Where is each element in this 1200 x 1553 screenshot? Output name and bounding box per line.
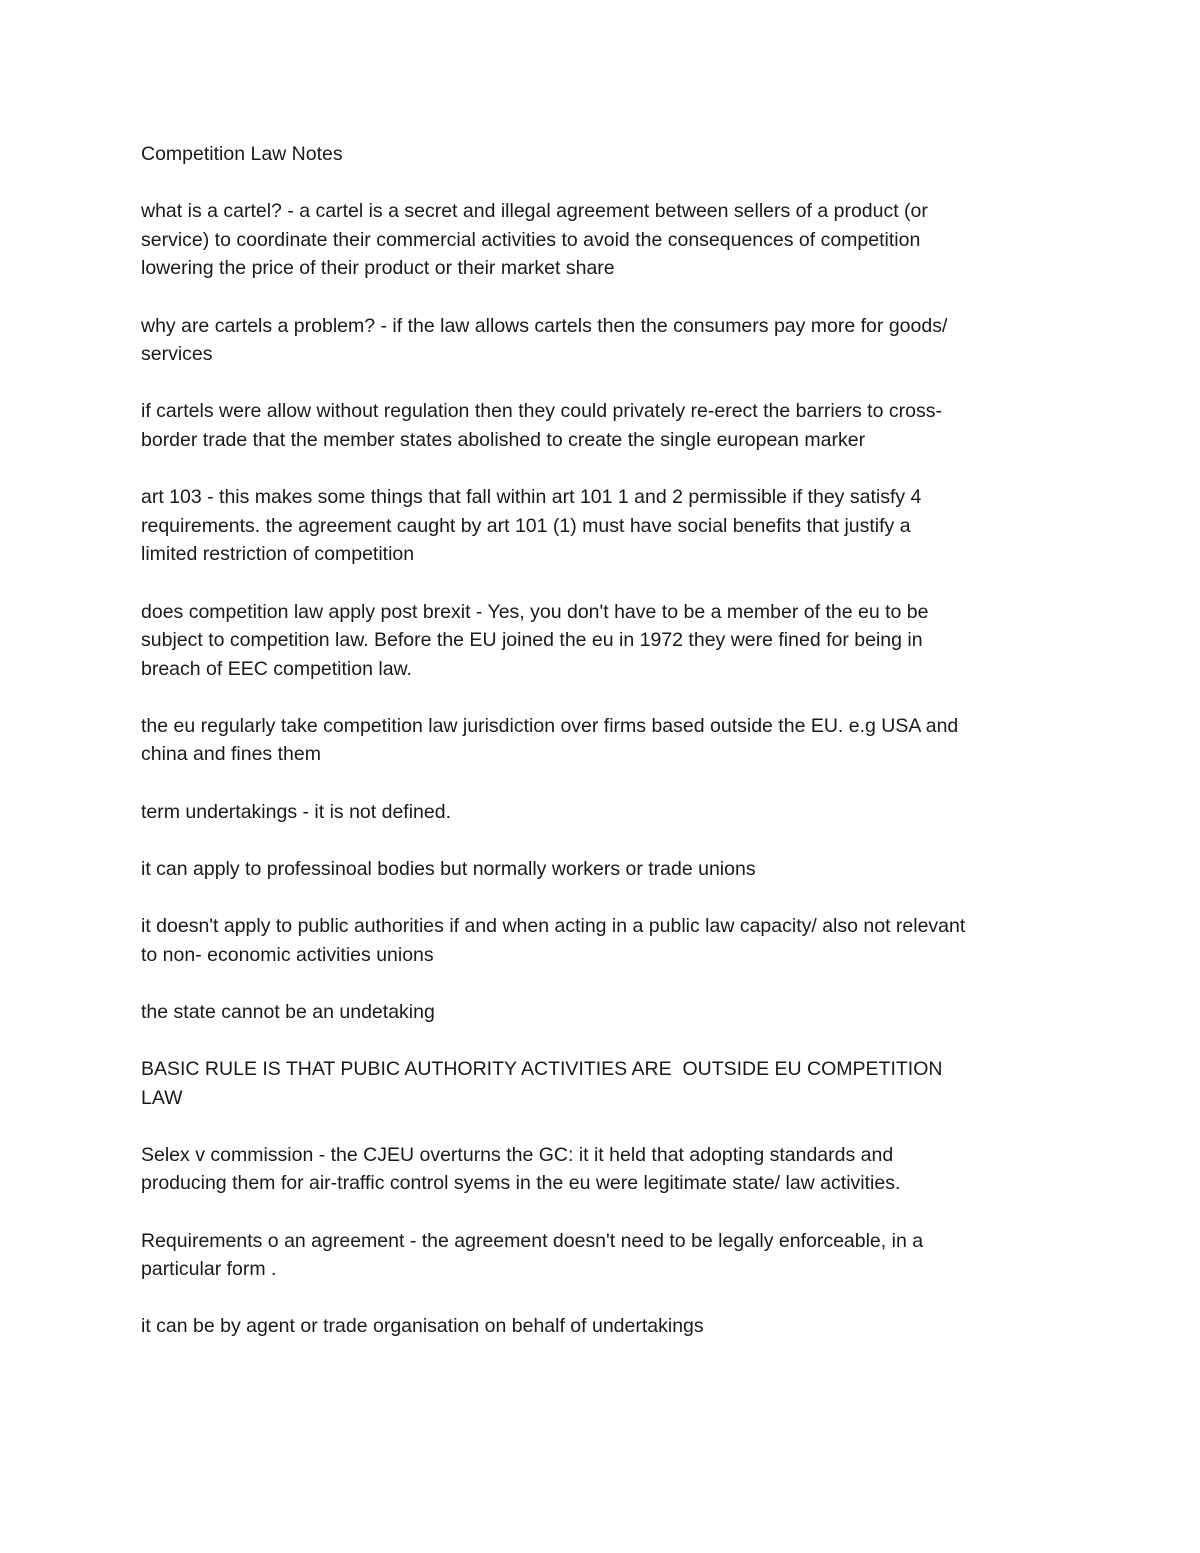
paragraph bbox=[141, 312, 1061, 369]
text-line: term undertakings - it is not defined. bbox=[141, 800, 451, 823]
text-line: why are cartels a problem? - if the law allows cartels then the consumers pay more for goods/ bbox=[141, 314, 948, 337]
paragraph bbox=[141, 1312, 1061, 1341]
text-line: producing them for air-traffic control syems in the eu were legitimate state/ law activities. bbox=[141, 1172, 901, 1195]
text-line: art 103 - this makes some things that fall within art 101 1 and 2 permissible if they satisfy 4 bbox=[141, 486, 922, 509]
paragraph bbox=[141, 1055, 1061, 1112]
paragraph bbox=[141, 1141, 1061, 1198]
paragraph bbox=[141, 855, 1061, 884]
text-line: it can be by agent or trade organisation on behalf of undertakings bbox=[141, 1315, 704, 1338]
paragraph bbox=[141, 912, 1061, 969]
paragraph bbox=[141, 1227, 1061, 1284]
paragraph bbox=[141, 598, 1061, 684]
paragraph bbox=[141, 798, 1061, 827]
document-title: Competition Law Notes bbox=[141, 143, 343, 165]
text-line: LAW bbox=[141, 1086, 183, 1109]
paragraph bbox=[141, 712, 1061, 769]
text-line: limited restriction of competition bbox=[141, 543, 415, 566]
text-line: requirements. the agreement caught by art 101 (1) must have social benefits that justify a bbox=[141, 514, 911, 537]
text-line: to non- economic activities unions bbox=[141, 943, 434, 966]
text-line: lowering the price of their product or their market share bbox=[141, 257, 615, 280]
text-line: the state cannot be an undetaking bbox=[141, 1000, 435, 1023]
text-line: breach of EEC competition law. bbox=[141, 657, 412, 680]
document-page bbox=[141, 140, 1061, 1370]
text-line: subject to competition law. Before the EU joined the eu in 1972 they were fined for being in bbox=[141, 629, 923, 652]
text-line: BASIC RULE IS THAT PUBIC AUTHORITY ACTIVITIES ARE OUTSIDE EU COMPETITION bbox=[141, 1058, 943, 1080]
text-line: china and fines them bbox=[141, 743, 321, 766]
paragraph bbox=[141, 483, 1061, 569]
text-line: does competition law apply post brexit - Yes, you don't have to be a member of the eu to be bbox=[141, 600, 929, 623]
paragraph bbox=[141, 397, 1061, 454]
text-line: it doesn't apply to public authorities if and when acting in a public law capacity/ also not relevant bbox=[141, 915, 966, 938]
document-body bbox=[141, 197, 1061, 1341]
text-line: Requirements o an agreement - the agreement doesn't need to be legally enforceable, in a bbox=[141, 1229, 924, 1252]
text-line: services bbox=[141, 343, 213, 366]
text-line: what is a cartel? - a cartel is a secret and illegal agreement between sellers of a product (or bbox=[141, 200, 928, 223]
text-line: it can apply to professinoal bodies but normally workers or trade unions bbox=[141, 857, 756, 880]
text-line: the eu regularly take competition law jurisdiction over firms based outside the EU. e.g USA and bbox=[141, 714, 959, 737]
text-line: if cartels were allow without regulation then they could privately re-erect the barriers to cross- bbox=[141, 400, 942, 423]
paragraph bbox=[141, 197, 1061, 283]
text-line: Selex v commission - the CJEU overturns the GC: it it held that adopting standards and bbox=[141, 1143, 894, 1166]
text-line: service) to coordinate their commercial activities to avoid the consequences of competition bbox=[141, 228, 921, 251]
text-line: particular form . bbox=[141, 1258, 277, 1281]
text-line: border trade that the member states abolished to create the single european marker bbox=[141, 428, 866, 451]
paragraph bbox=[141, 998, 1061, 1027]
